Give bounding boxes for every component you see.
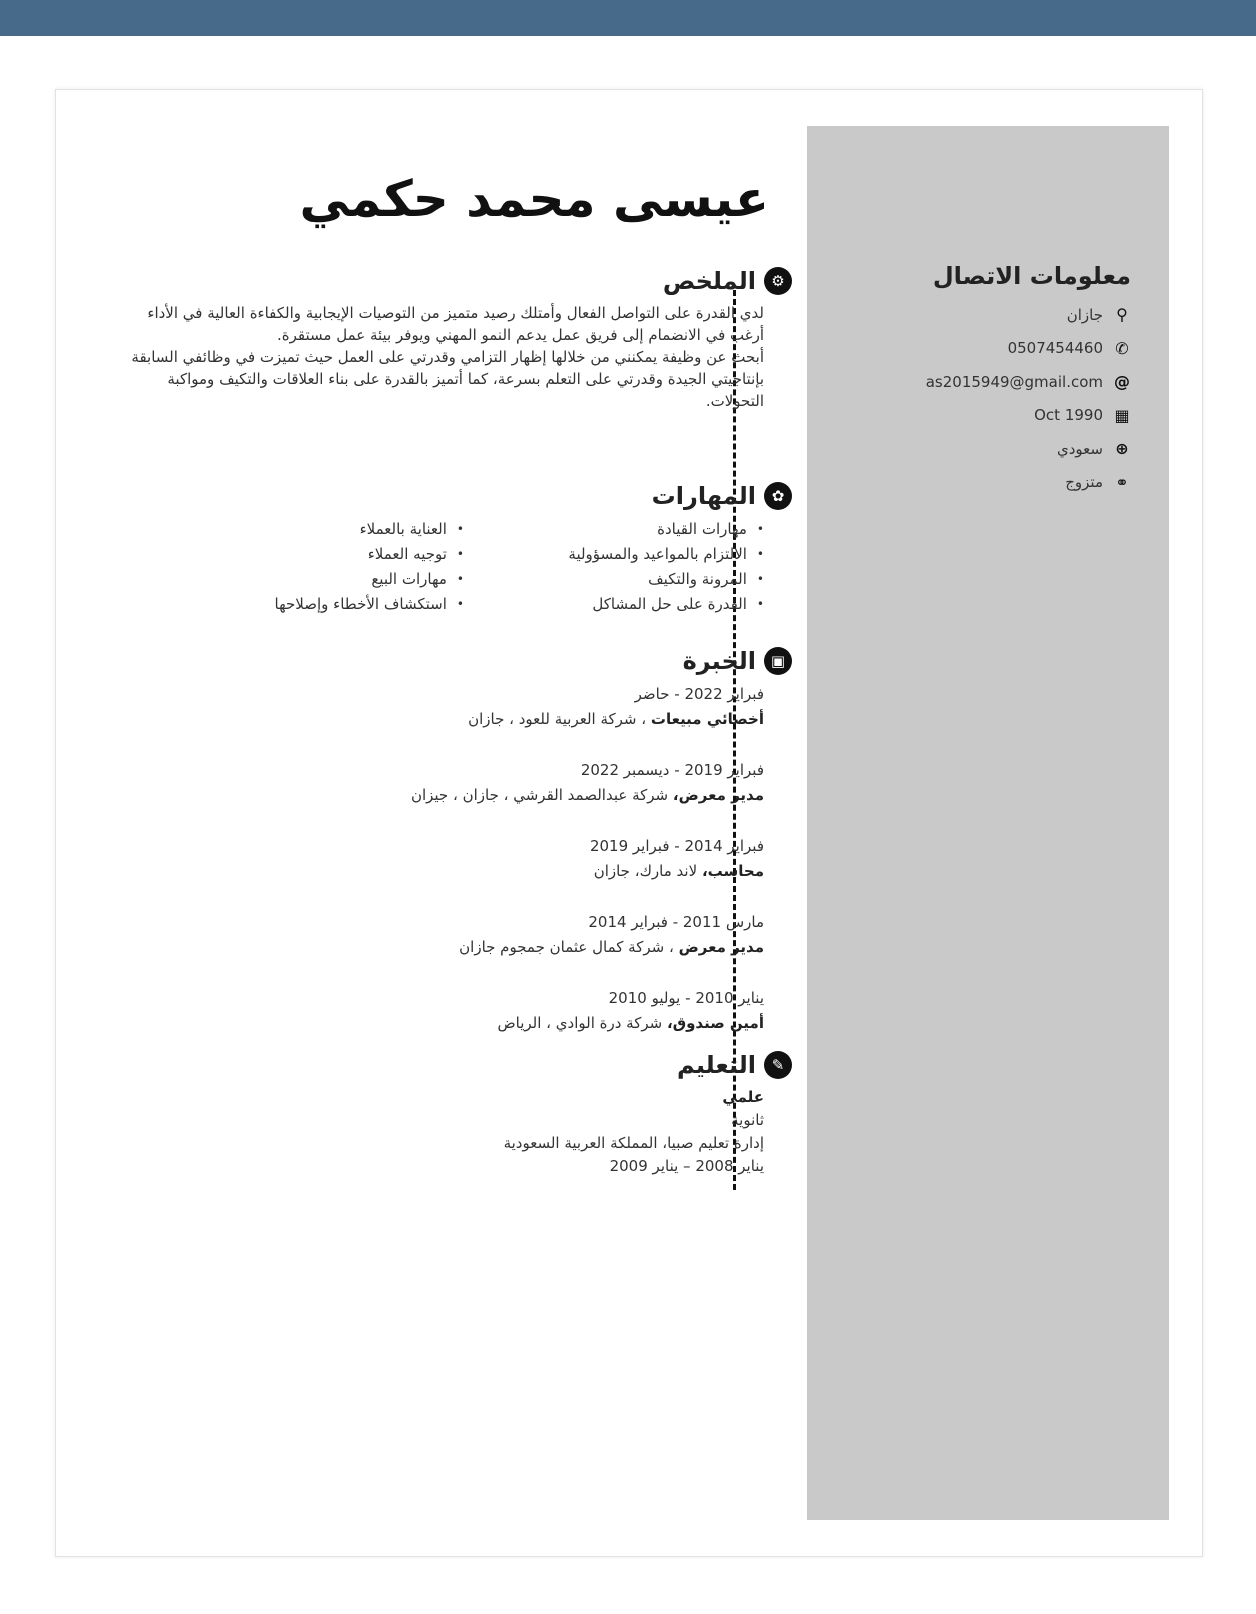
contact-nationality-text: سعودي [1057,439,1103,458]
experience-header [124,644,792,678]
summary-title: الملخص [662,267,756,295]
job-entry [124,910,764,960]
skill-item: • القدرة على حل المشاكل [592,595,764,613]
contact-sidebar [807,126,1169,1520]
contact-list [791,298,1131,499]
contact-email-text: as2015949@gmail.com [925,372,1103,391]
skill-item: • العناية بالعملاء [359,520,464,538]
job-role: أخصائي مبيعات [650,710,764,728]
contact-phone [791,332,1131,366]
skills-title: المهارات [651,482,756,510]
at-sign-icon: @ [1114,372,1130,392]
location-pin-icon: ⚲ [1116,305,1128,325]
contact-nationality [791,432,1131,466]
job-period: مارس 2011 - فبراير 2014 [588,913,764,931]
contact-marital-text: متزوج [1065,473,1103,492]
summary-paragraph-2: أبحث عن وظيفة يمكنني من خلالها إظهار التزامي وقدرتي على العمل حيث تميزت في وظائفي السابقة بإنتاجيتي الجيدة وقدرتي على التعلم بسرعة، كما أتميز بالقدرة على بناء العلاقات والتكيف ومواكبة التحولات. [131,348,764,410]
job-period: فبراير 2014 - فبراير 2019 [589,837,764,855]
job-detail [124,707,764,732]
experience-title: الخبرة [682,647,756,675]
skills-section [124,479,785,617]
top-bar [0,0,1256,36]
phone-icon: ✆ [1115,338,1129,358]
job-period: يناير 2010 - يوليو 2010 [608,989,764,1007]
job-role: مدير معرض [678,938,764,956]
education-school: إدارة تعليم صبيا، المملكة العربية السعودية [503,1134,764,1152]
contact-marital [791,466,1131,500]
job-detail [124,783,764,808]
contact-location-text: جازان [1066,305,1103,324]
contact-email [791,365,1131,399]
contact-phone-text: 0507454460 [1007,339,1103,358]
education-header [124,1048,792,1082]
experience-section [124,644,786,1062]
education-title: التعليم [677,1051,756,1079]
job-place: شركة عبدالصمد القرشي ، جازان ، جيزان [410,786,669,804]
briefcase-icon: ▣ [764,647,792,675]
education-entry [124,1086,764,1178]
job-place: شركة درة الوادي ، الرياض [497,1014,663,1032]
education-period: يناير 2008 – يناير 2009 [609,1157,764,1175]
skills-column-2 [204,517,464,617]
skills-column-1 [504,517,764,617]
skills-columns [124,517,764,617]
summary-header [124,264,792,298]
graduation-icon: ✎ [764,1051,792,1079]
skill-item: • توجيه العملاء [367,545,464,563]
globe-icon: ⊕ [1115,439,1129,459]
cog-icon: ✿ [764,482,792,510]
skill-item: • الالتزام بالمواعيد والمسؤولية [568,545,764,563]
skill-item: • مهارات القيادة [657,520,764,538]
contact-birthdate-text: Oct 1990 [1034,406,1103,425]
contact-title: معلومات الاتصال [932,262,1131,290]
resume-page [55,89,1203,1557]
job-place: ، شركة العربية للعود ، جازان [468,710,647,728]
candidate-name: عيسى محمد حكمي [299,170,769,228]
contact-location [791,298,1131,332]
skill-item: • المرونة والتكيف [648,570,764,588]
job-role: أمين صندوق، [667,1014,764,1032]
job-role: مدير معرض، [672,786,764,804]
education-level: ثانوية [731,1111,764,1129]
education-section [124,1048,785,1178]
gear-icon: ⚙ [764,267,792,295]
skill-item: • استكشاف الأخطاء وإصلاحها [274,595,464,613]
job-role: محاسب، [701,862,764,880]
skill-item: • مهارات البيع [371,570,464,588]
job-detail [124,935,764,960]
job-place: ، شركة كمال عثمان جمجوم جازان [459,938,674,956]
job-entry [124,986,764,1036]
job-detail [124,1011,764,1036]
gift-icon: ▦ [1114,405,1130,425]
job-period: فبراير 2019 - ديسمبر 2022 [580,761,764,779]
job-detail [124,859,764,884]
job-period: فبراير 2022 - حاضر [634,685,764,703]
summary-section [124,264,785,412]
rings-icon: ⚭ [1115,472,1129,492]
education-field: علمي [722,1088,764,1106]
job-entry [124,758,764,808]
job-place: لاند مارك، جازان [593,862,698,880]
job-entry [124,834,764,884]
contact-birthdate [791,399,1131,433]
job-entry [124,682,764,732]
skills-header [124,479,792,513]
summary-paragraph-1: لدي القدرة على التواصل الفعال وأمتلك رصيد متميز من التوصيات الإيجابية والكفاءة العالية في الأداء أرغب في الانضمام إلى فريق عمل يدعم النمو المهني ويوفر بيئة عمل مستقرة. [147,304,764,344]
